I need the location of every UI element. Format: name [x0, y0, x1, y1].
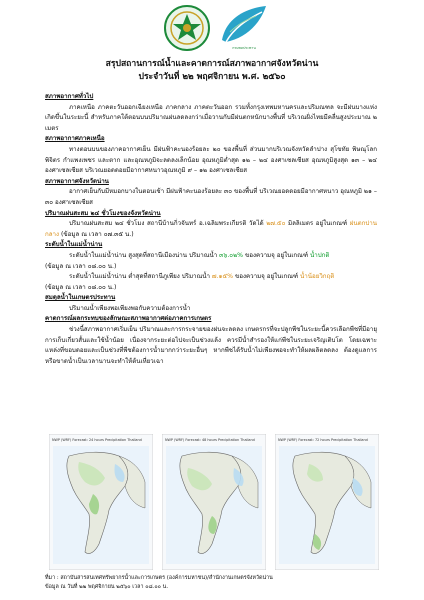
station2-level: น้ำน้อยวิกฤติ — [300, 273, 335, 281]
paragraph-water-level-max — [45, 251, 377, 262]
footer-timestamp: ข้อมูล ณ วันที่ ๒๒ พฤศจิกายน ๒๕๖๐ เวลา ๐๘.๐๐ น. — [45, 583, 169, 590]
heading-general-weather: สภาพอากาศทั่วไป — [45, 93, 94, 100]
paragraph-agri-forecast: ช่วงนี้สภาพอากาศเริ่มเย็น ปริมาณและการกระจายของฝนจะลดลง เกษตรกรที่จะปลูกพืชในระยะนี้ควรเลือกพืชที่มีอายุการเก็บเกี่ยวสั้นและใช้น้ำน้อย เนื่องจากระยะต่อไปจะเป็นช่วงแล้ง ควรมีน้ำสำรองให้แก่พืชในระยะเจริญเติบโต โดยเฉพาะแหล่งที่ขอบดอยและเป็นช่วงที่พืชต้องการน้ำมากกว่าระยะอื่นๆ หากพืชได้รับน้ำไม่เพียงพอจะทำให้ผลผลิตลดลง ต้องดูแลการ หรือขาดน้ำเป็นเวลานานจะทำให้ต้นเหี่ยวเฉา — [45, 326, 377, 365]
map-1-header: NWP (WRF) Forecast: 24 hours Precipitation Thailand — [52, 438, 142, 442]
agency-logo-icon — [216, 2, 270, 56]
station1-text: ระดับน้ำในแม่น้ำน่าน สูงสุดที่สถานีเมืองน่าน ปริมาณน้ำ — [69, 251, 220, 259]
station1-level: น้ำปกติ — [310, 251, 330, 259]
heading-agri-forecast: คาดการณ์ผลกระทบของลักษณะสภาพอากาศต่อภาคการเกษตร — [45, 315, 212, 323]
paragraph-province-weather: อากาศเย็นกับมีหมอกบางในตอนเช้า มีฝนฟ้าคะนองร้อยละ ๓๐ ของพื้นที่ บริเวณยอดดอยมีอากาศหนาว อุณหภูมิ ๒๑ – ๓๐ องศาเซลเซียส — [45, 188, 378, 206]
rainfall-text-mid: มิลลิเมตร อยู่ในเกณฑ์ — [285, 220, 350, 228]
rainfall-note: (ข้อมูล ณ เวลา ๐๗.๓๕ น.) — [59, 230, 134, 238]
map-2-header: NWP (WRF) Forecast: 48 hours Precipitation Thailand — [165, 438, 255, 442]
forecast-maps — [49, 434, 379, 570]
rainfall-text: ปริมาณฝนสะสม ๒๔ ชั่วโมง สถานีบ้านกิ่วจันทร์ อ.เฉลิมพระเกียรติ วัดได้ — [69, 220, 267, 228]
document-footer — [45, 574, 379, 591]
station2-note: (ข้อมูล ณ เวลา ๐๘.๐๐ น.) — [45, 283, 117, 291]
paragraph-general-weather: ภาคเหนือ ภาคตะวันออกเฉียงเหนือ ภาคกลาง ภาคตะวันออก รวมทั้งกรุงเทพมหานครและปริมณฑล จะมีฝนบางแห่งเกิดขึ้นในระยะนี้ สำหรับภาคใต้ตอนบนปริมาณฝนลดลงกว่าเมื่อวานกับมีฝนตกหนักบางพื้นที่ บริเวณฝั่งไทยมีคลื่นสูงประมาณ ๒ เมตร — [45, 103, 377, 132]
station1-note: (ข้อมูล ณ เวลา ๐๘.๐๐ น.) — [45, 262, 117, 270]
heading-agri-balance: สมดุลน้ำในเกษตรประทาน — [45, 294, 116, 302]
rainfall-amount: ๒๗.๕๐ — [266, 220, 286, 228]
forecast-map-2 — [162, 434, 266, 570]
report-body — [45, 92, 377, 367]
heading-water-level: ระดับน้ำในแม่น้ำน่าน — [45, 241, 103, 249]
heading-north-weather: สภาพอากาศภาคเหนือ — [45, 135, 105, 143]
station1-text-mid: ของความจุ อยู่ในเกณฑ์ — [243, 251, 311, 259]
forecast-map-3 — [275, 434, 379, 570]
heading-rainfall: ปริมาณฝนสะสม ๒๔ ชั่วโมงของจังหวัดน่าน — [45, 209, 161, 217]
department-emblem-icon — [163, 4, 211, 52]
footer-source: ที่มา : สถาบันสารสนเทศทรัพยากรน้ำและการเกษตร (องค์การมหาชน)/สำนักงานเกษตรจังหวัดน่าน — [45, 575, 273, 581]
station2-text-mid: ของความจุ อยู่ในเกณฑ์ — [233, 273, 301, 281]
station2-percent: ๗.๑๕% — [211, 273, 234, 281]
forecast-map-1 — [49, 434, 153, 570]
map-3-header: NWP (WRF) Forecast: 72 hours Precipitation Thailand — [278, 438, 368, 442]
station2-text: ระดับน้ำในแม่น้ำน่าน ต่ำสุดที่สถานีภูเพียง ปริมาณน้ำ — [69, 273, 212, 281]
paragraph-water-level-min — [45, 272, 377, 283]
document-title: สรุปสถานการณ์น้ำและคาดการณ์สภาพอากาศจังหวัดน่าน — [105, 59, 319, 69]
paragraph-rainfall — [45, 219, 377, 240]
paragraph-north-weather: ทางตอนบนของภาคอากาศเย็น มีฝนฟ้าคะนองร้อยละ ๒๐ ของพื้นที่ ส่วนมากบริเวณจังหวัดลำปาง สุโขทัย พิษณุโลก พิจิตร กำแพงเพชร และตาก และอุณหภูมิจะลดลงเล็กน้อย อุณหภูมิต่ำสุด ๑๒ – ๒๔ องศาเซลเซียส อุณหภูมิสูงสุด ๑๓ – ๒๔ องศาเซลเซียส บริเวณยอดดอยมีอากาศหนาวอุณหภูมิ ๙ – ๑๒ องศาเซลเซียส — [45, 145, 377, 175]
heading-province-weather: สภาพอากาศจังหวัดน่าน — [45, 177, 109, 185]
paragraph-agri-balance: ปริมาณน้ำเพียงพอเพียงพอกับความต้องการน้ำ — [69, 304, 191, 312]
document-date: ประจำวันที่ ๒๒ พฤศจิกายน พ.ศ. ๒๕๖๐ — [138, 72, 286, 82]
rainfall-level: ฝนตกปานกลาง — [45, 220, 377, 238]
station1-percent: ๓๖.๐๒% — [219, 251, 244, 259]
agency-logo-caption: กรมชลประทาน — [232, 46, 256, 50]
